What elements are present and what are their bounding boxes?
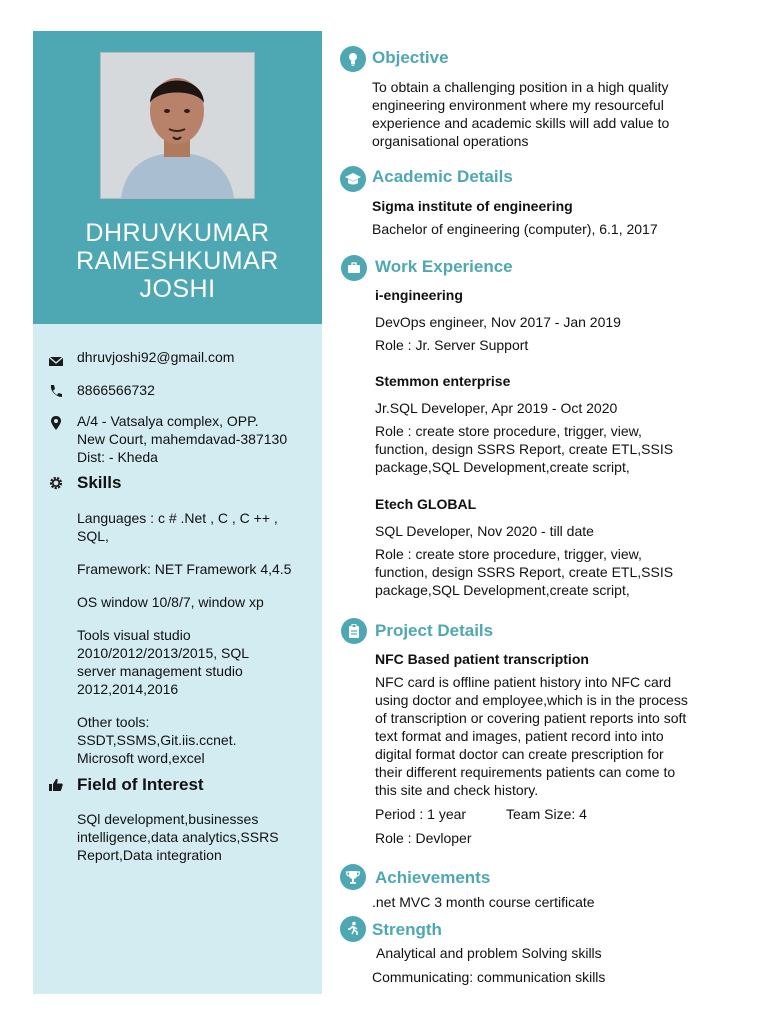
objective-heading: Objective (372, 48, 449, 67)
skills-heading: Skills (77, 473, 122, 492)
address-line: A/4 - Vatsalya complex, OPP. (77, 413, 259, 429)
job-title: SQL Developer, Nov 2020 - till date (375, 523, 594, 539)
skills-line: Tools visual studio (77, 627, 191, 643)
job-title: Jr.SQL Developer, Apr 2019 - Oct 2020 (375, 400, 618, 416)
objective-text (372, 78, 669, 150)
skills-line: Languages : c # .Net , C , C ++ , (77, 510, 278, 526)
skills-line: 2012,2014,2016 (77, 681, 179, 697)
interest-heading: Field of Interest (77, 775, 204, 794)
thumbs-up-icon (48, 777, 64, 793)
project-desc-line: NFC card is offline patient history into NFC card (375, 674, 672, 690)
job-company: i-engineering (375, 287, 463, 303)
achievements-heading: Achievements (375, 868, 491, 887)
project-desc-line: of transcription or covering patient reports into soft (375, 710, 687, 726)
email-text: dhruvjoshi92@gmail.com (77, 349, 235, 365)
project-desc-line: this site and check history. (375, 782, 539, 798)
job-role-line: function, design SSRS Report, create ETL,SSIS (375, 564, 674, 580)
interest-text (77, 810, 279, 864)
project-desc-line: digital format doctor can create prescription for (375, 746, 664, 762)
job-role-line: Role : create store procedure, trigger, view, (375, 423, 642, 439)
strength-item: Communicating: communication skills (372, 969, 606, 985)
phone-icon (48, 383, 64, 399)
project-heading: Project Details (375, 621, 494, 640)
briefcase-icon (341, 255, 367, 281)
job-role-line: package,SQL Development,create script, (375, 582, 630, 598)
job-company: Stemmon enterprise (375, 373, 511, 389)
person-running-icon (340, 916, 366, 942)
job-company: Etech GLOBAL (375, 496, 477, 512)
skills-line: Microsoft word,excel (77, 750, 205, 766)
project-period: Period : 1 year (375, 806, 467, 822)
project-role: Role : Devloper (375, 830, 472, 846)
skills-line: SSDT,SSMS,Git.iis.ccnet. (77, 732, 237, 748)
job-role (375, 422, 673, 476)
job-role-line: Role : create store procedure, trigger, view, (375, 546, 642, 562)
address-text (77, 412, 287, 466)
phone-text: 8866566732 (77, 382, 155, 398)
candidate-name (33, 219, 322, 303)
job-role: Role : Jr. Server Support (375, 337, 529, 353)
trophy-icon (340, 864, 366, 890)
name-line: RAMESHKUMAR (76, 247, 279, 275)
graduation-cap-icon (340, 166, 366, 192)
sidebar-header (33, 31, 322, 324)
skills-line: server management studio (77, 663, 243, 679)
skills-line: 2010/2012/2013/2015, SQL (77, 645, 250, 661)
academic-degree: Bachelor of engineering (computer), 6.1, 2017 (372, 221, 658, 237)
skills-languages (77, 509, 278, 545)
academic-heading: Academic Details (372, 167, 513, 186)
lightbulb-icon (340, 46, 366, 72)
project-team-size: Team Size: 4 (506, 806, 587, 822)
address-line: Dist: - Kheda (77, 449, 158, 465)
name-line: DHRUVKUMAR (85, 219, 270, 247)
academic-institute: Sigma institute of engineering (372, 198, 573, 214)
project-desc-line: text format and images, patient record into into (375, 728, 664, 744)
work-heading: Work Experience (375, 257, 513, 276)
clipboard-icon (341, 618, 367, 644)
skills-tools (77, 626, 249, 698)
job-role-line: function, design SSRS Report, create ETL,SSIS (375, 441, 674, 457)
strength-item: Analytical and problem Solving skills (376, 945, 602, 961)
interest-line: Report,Data integration (77, 847, 222, 863)
strength-heading: Strength (372, 920, 442, 939)
gear-icon (48, 475, 64, 491)
objective-line: engineering environment where my resourceful (372, 97, 664, 113)
project-desc-line: using doctor and employee,which is in the process (375, 692, 688, 708)
address-line: New Court, mahemdavad-387130 (77, 431, 288, 447)
name-line: JOSHI (139, 275, 216, 303)
sidebar (33, 31, 322, 994)
skills-framework: Framework: NET Framework 4,4.5 (77, 561, 292, 577)
objective-line: To obtain a challenging position in a high quality (372, 79, 669, 95)
job-role (375, 545, 673, 599)
project-description (375, 673, 688, 799)
interest-line: SQl development,businesses (77, 811, 259, 827)
skills-line: Other tools: (77, 714, 150, 730)
profile-photo (100, 52, 255, 199)
job-title: DevOps engineer, Nov 2017 - Jan 2019 (375, 314, 621, 330)
project-desc-line: their different requirements patients can come to (375, 764, 676, 780)
envelope-icon (48, 353, 64, 369)
achievement-item: .net MVC 3 month course certificate (372, 894, 595, 910)
project-name: NFC Based patient transcription (375, 651, 589, 667)
objective-line: experience and academic skills will add value to (372, 115, 670, 131)
skills-other-tools (77, 713, 236, 767)
job-role-line: package,SQL Development,create script, (375, 459, 630, 475)
skills-line: SQL, (77, 528, 109, 544)
objective-line: organisational operations (372, 133, 529, 149)
location-pin-icon (48, 415, 64, 431)
skills-os: OS window 10/8/7, window xp (77, 594, 264, 610)
interest-line: intelligence,data analytics,SSRS (77, 829, 279, 845)
